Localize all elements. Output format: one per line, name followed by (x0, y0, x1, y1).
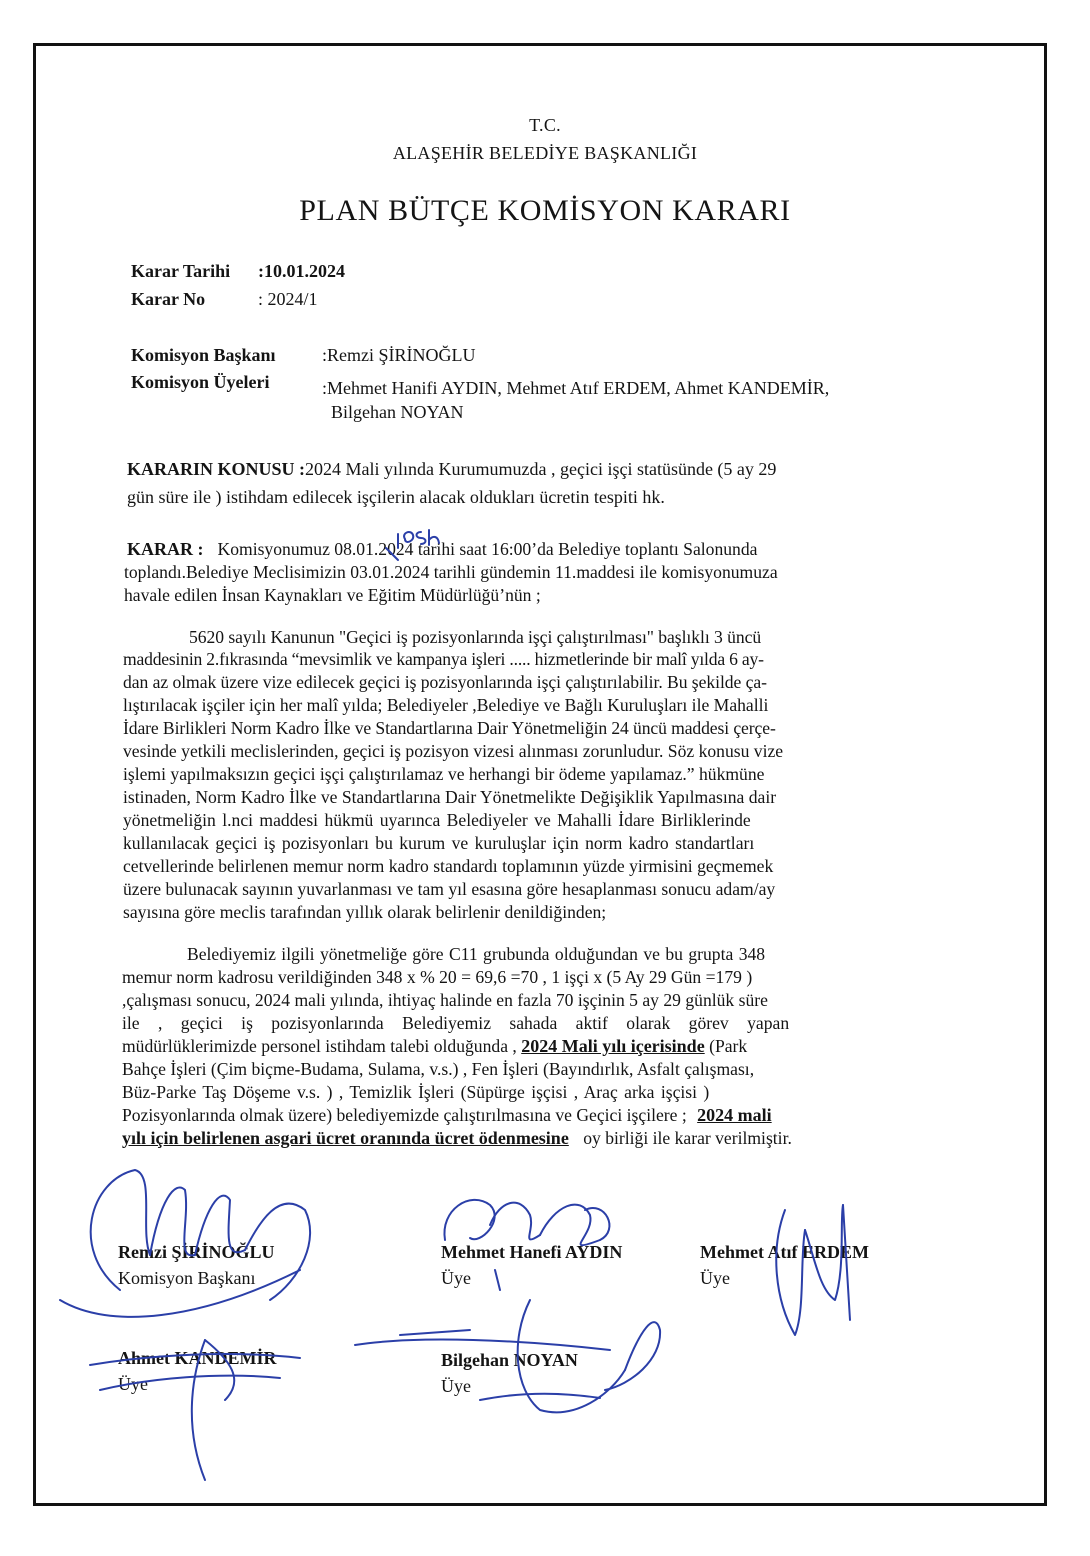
emphasis-2024-mali: 2024 mali (697, 1105, 772, 1125)
decision-line-12: yönetmeliğin l.nci maddesi hükmü uyarınca Belediyeler ve Mahalli İdare Birliklerinde (123, 810, 751, 830)
signature-noyan-name: Bilgehan NOYAN (441, 1350, 578, 1370)
signature-erdem-role: Üye (700, 1268, 730, 1288)
decision-text-24: Pozisyonlarında olmak üzere) belediyemizde çalıştırılmasına ve Geçici işçilere ; (122, 1105, 687, 1125)
decision-line-8: İdare Birlikleri Norm Kadro İlke ve Standartlarına Dair Yönetmeliğin 24 üncü maddesi çerçe- (123, 718, 776, 738)
decision-line-10: işlemi yapılmaksızın geçici işçi çalıştırılamaz ve herhangi bir ödeme yapılamaz.” hükmüne (123, 764, 765, 784)
subject-line-2: gün süre ile ) istihdam edilecek işçilerin alacak oldukları ücretin tespiti hk. (127, 487, 665, 507)
decision-line-6: dan az olmak üzere vize edilecek geçici iş pozisyonlarında işçi çalıştırılabilir. Bu şekilde ça- (123, 672, 767, 692)
decision-line-24 (122, 1105, 772, 1126)
signature-noyan-role: Üye (441, 1376, 471, 1396)
decision-line-14: cetvellerinde belirlenen memur norm kadro standardı toplamının yüzde yirmisini geçmemek (123, 856, 774, 876)
decision-line-1 (127, 539, 956, 560)
decision-date-value: :10.01.2024 (258, 261, 345, 281)
signature-aydin-name: Mehmet Hanefi AYDIN (441, 1242, 623, 1262)
signature-aydin-role: Üye (441, 1268, 471, 1288)
decision-text-1: Komisyonumuz 08.01.2024 tarihi saat 16:00’da Belediye toplantı Salonunda (217, 539, 758, 559)
decision-line-21 (122, 1036, 747, 1057)
signature-kandemir-role: Üye (118, 1374, 148, 1394)
decision-text-21: müdürlüklerimizde personel istihdam talebi olduğunda , (122, 1036, 517, 1056)
subject-text-1: 2024 Mali yılında Kurumumuzda , geçici işçi statüsünde (5 ay 29 (305, 459, 777, 479)
emphasis-fiscal-year: 2024 Mali yılı içerisinde (521, 1036, 705, 1056)
decision-line-13: kullanılacak geçici iş pozisyonları bu kurum ve kuruluşlar için norm kadro standartları (123, 833, 755, 853)
decision-line-3: havale edilen İnsan Kaynakları ve Eğitim Müdürlüğü’nün ; (124, 585, 541, 605)
chair-label: Komisyon Başkanı (131, 345, 276, 365)
decision-line-23: Büz-Parke Taş Döşeme v.s. ) , Temizlik İşleri (Süpürge işçisi , Araç arka işçisi ) (122, 1082, 710, 1102)
decision-line-2: toplandı.Belediye Meclisimizin 03.01.2024 tarihli gündemin 11.maddesi ile komisyonumuza (124, 562, 778, 582)
signature-kandemir-name: Ahmet KANDEMİR (118, 1348, 277, 1368)
subject-label: KARARIN KONUSU : (127, 459, 306, 479)
header-tc: T.C. (529, 115, 561, 135)
decision-line-4: 5620 sayılı Kanunun "Geçici iş pozisyonlarında işçi çalıştırılması" başlıklı 3 üncü (189, 627, 762, 647)
emphasis-minimum-wage: yılı için belirlenen asgari ücret oranında ücret ödenmesine (122, 1128, 569, 1148)
decision-no-value: : 2024/1 (258, 289, 318, 309)
decision-line-18: memur norm kadrosu verildiğinden 348 x % 20 = 69,6 =70 , 1 işçi x (5 Ay 29 Gün =179 ) (122, 967, 753, 987)
decision-text-21b: (Park (709, 1036, 748, 1056)
document-title: PLAN BÜTÇE KOMİSYON KARARI (299, 194, 791, 227)
decision-line-19: ,çalışması sonucu, 2024 mali yılında, ihtiyaç halinde en fazla 70 işçinin 5 ay 29 günlük süre (122, 990, 768, 1010)
header-municipality: ALAŞEHİR BELEDİYE BAŞKANLIĞI (392, 143, 698, 163)
decision-line-7: lıştırılacak işçiler için her malî yılda; Belediyeler ,Belediye ve Bağlı Kuruluşları ile Mahalli (123, 695, 769, 715)
decision-line-16: sayısına göre meclis tarafından yıllık olarak belirlenir denildiğinden; (123, 902, 607, 922)
decision-text-25: oy birliği ile karar verilmiştir. (583, 1128, 792, 1148)
members-value-2: Bilgehan NOYAN (331, 402, 464, 422)
members-label: Komisyon Üyeleri (131, 372, 270, 392)
decision-line-11: istinaden, Norm Kadro İlke ve Standartlarına Dair Yönetmelikte Değişiklik Yapılmasına dair (123, 787, 777, 807)
decision-line-22: Bahçe İşleri (Çim biçme-Budama, Sulama, v.s.) , Fen İşleri (Bayındırlık, Asfalt çalışması, (122, 1059, 755, 1079)
decision-line-5: maddesinin 2.fıkrasında “mevsimlik ve kampanya işleri ..... hizmetlerinde bir malî yılda 6 ay- (123, 649, 764, 669)
decision-line-25 (122, 1128, 792, 1149)
signature-erdem-name: Mehmet Atıf ERDEM (700, 1242, 869, 1262)
members-value-1: :Mehmet Hanifi AYDIN, Mehmet Atıf ERDEM, Ahmet KANDEMİR, (322, 378, 830, 398)
chair-value: :Remzi ŞİRİNOĞLU (322, 345, 476, 365)
decision-line-20: ile , geçici iş pozisyonlarında Belediyemiz sahada aktif olarak görev yapan (122, 1013, 790, 1033)
subject-line-1 (127, 459, 776, 480)
decision-label: KARAR : (127, 539, 204, 559)
decision-line-9: vesinde yetkili meclislerinden, geçici iş pozisyon vizesi alınması zorunludur. Söz konusu vize (123, 741, 784, 761)
decision-no-label: Karar No (131, 289, 206, 309)
signature-chair-name: Remzi ŞİRİNOĞLU (118, 1242, 275, 1262)
decision-line-15: üzere bulunacak sayının yuvarlanması ve tam yıl esasına göre hesaplanması sonucu adam/ay (123, 879, 776, 899)
signature-chair-role: Komisyon Başkanı (118, 1268, 256, 1288)
decision-line-17: Belediyemiz ilgili yönetmeliğe göre C11 grubunda olduğundan ve bu grupta 348 (187, 944, 766, 964)
decision-date-label: Karar Tarihi (131, 261, 231, 281)
